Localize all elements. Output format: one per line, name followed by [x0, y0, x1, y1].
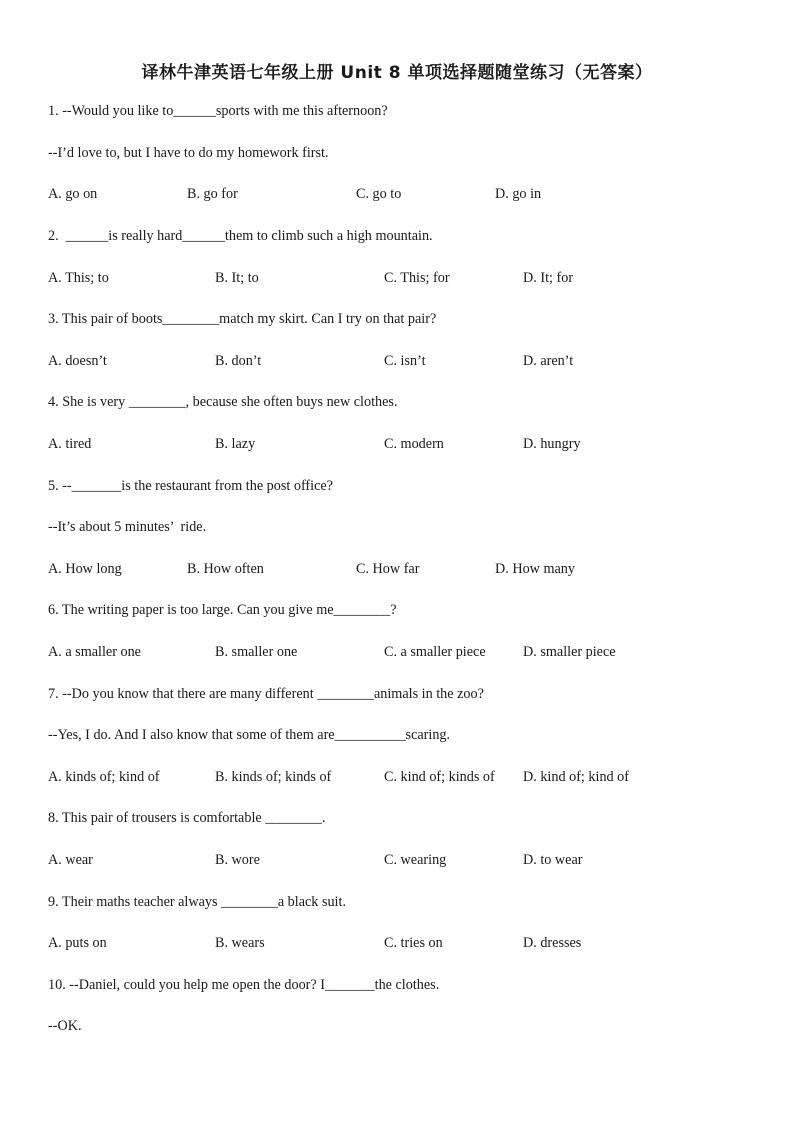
option-a: A. go on: [48, 186, 98, 202]
option-b: B. How often: [187, 561, 264, 577]
question-5-answer-line: --It’s about 5 minutes’ ride.: [48, 519, 207, 535]
option-a: A. puts on: [48, 935, 107, 951]
option-b: B. lazy: [215, 436, 256, 452]
question-6: 6. The writing paper is too large. Can you give me________?: [48, 602, 397, 618]
page-title: 译林牛津英语七年级上册 Unit 8 单项选择题随堂练习（无答案）: [141, 63, 653, 83]
question-8: 8. This pair of trousers is comfortable ________.: [48, 810, 326, 826]
option-d: D. aren’t: [523, 353, 574, 369]
option-a: A. a smaller one: [48, 644, 141, 660]
option-d: D. go in: [495, 186, 542, 202]
option-d: D. How many: [495, 561, 575, 577]
question-10-answer-line: --OK.: [48, 1018, 82, 1034]
option-d: D. dresses: [523, 935, 582, 951]
option-b: B. go for: [187, 186, 238, 202]
option-d: D. smaller piece: [523, 644, 616, 660]
option-c: C. How far: [356, 561, 420, 577]
question-5: 5. --_______is the restaurant from the post office?: [48, 478, 333, 494]
option-a: A. wear: [48, 852, 93, 868]
option-a: A. This; to: [48, 270, 109, 286]
option-c: C. go to: [356, 186, 402, 202]
option-c: C. modern: [384, 436, 444, 452]
question-7-answer-line: --Yes, I do. And I also know that some of them are__________scaring.: [48, 727, 451, 743]
option-c: C. This; for: [384, 270, 450, 286]
option-a: A. doesn’t: [48, 353, 107, 369]
option-a: A. kinds of; kind of: [48, 769, 160, 785]
option-d: D. to wear: [523, 852, 583, 868]
option-b: B. wears: [215, 935, 265, 951]
question-4: 4. She is very ________, because she often buys new clothes.: [48, 394, 398, 410]
question-1-answer-line: --I’d love to, but I have to do my homework first.: [48, 145, 329, 161]
option-b: B. wore: [215, 852, 260, 868]
option-c: C. kind of; kinds of: [384, 769, 495, 785]
question-2: 2. ______is really hard______them to climb such a high mountain.: [48, 228, 433, 244]
option-c: C. tries on: [384, 935, 443, 951]
option-d: D. hungry: [523, 436, 581, 452]
option-b: B. smaller one: [215, 644, 298, 660]
option-d: D. It; for: [523, 270, 574, 286]
question-10: 10. --Daniel, could you help me open the door? I_______the clothes.: [48, 977, 440, 993]
question-7: 7. --Do you know that there are many different ________animals in the zoo?: [48, 686, 484, 702]
option-c: C. a smaller piece: [384, 644, 486, 660]
option-b: B. kinds of; kinds of: [215, 769, 332, 785]
question-3: 3. This pair of boots________match my skirt. Can I try on that pair?: [48, 311, 437, 327]
question-1: 1. --Would you like to______sports with me this afternoon?: [48, 103, 388, 119]
option-b: B. don’t: [215, 353, 262, 369]
option-c: C. isn’t: [384, 353, 426, 369]
option-c: C. wearing: [384, 852, 447, 868]
option-b: B. It; to: [215, 270, 259, 286]
option-a: A. How long: [48, 561, 122, 577]
question-9: 9. Their maths teacher always ________a black suit.: [48, 894, 346, 910]
option-a: A. tired: [48, 436, 92, 452]
option-d: D. kind of; kind of: [523, 769, 630, 785]
